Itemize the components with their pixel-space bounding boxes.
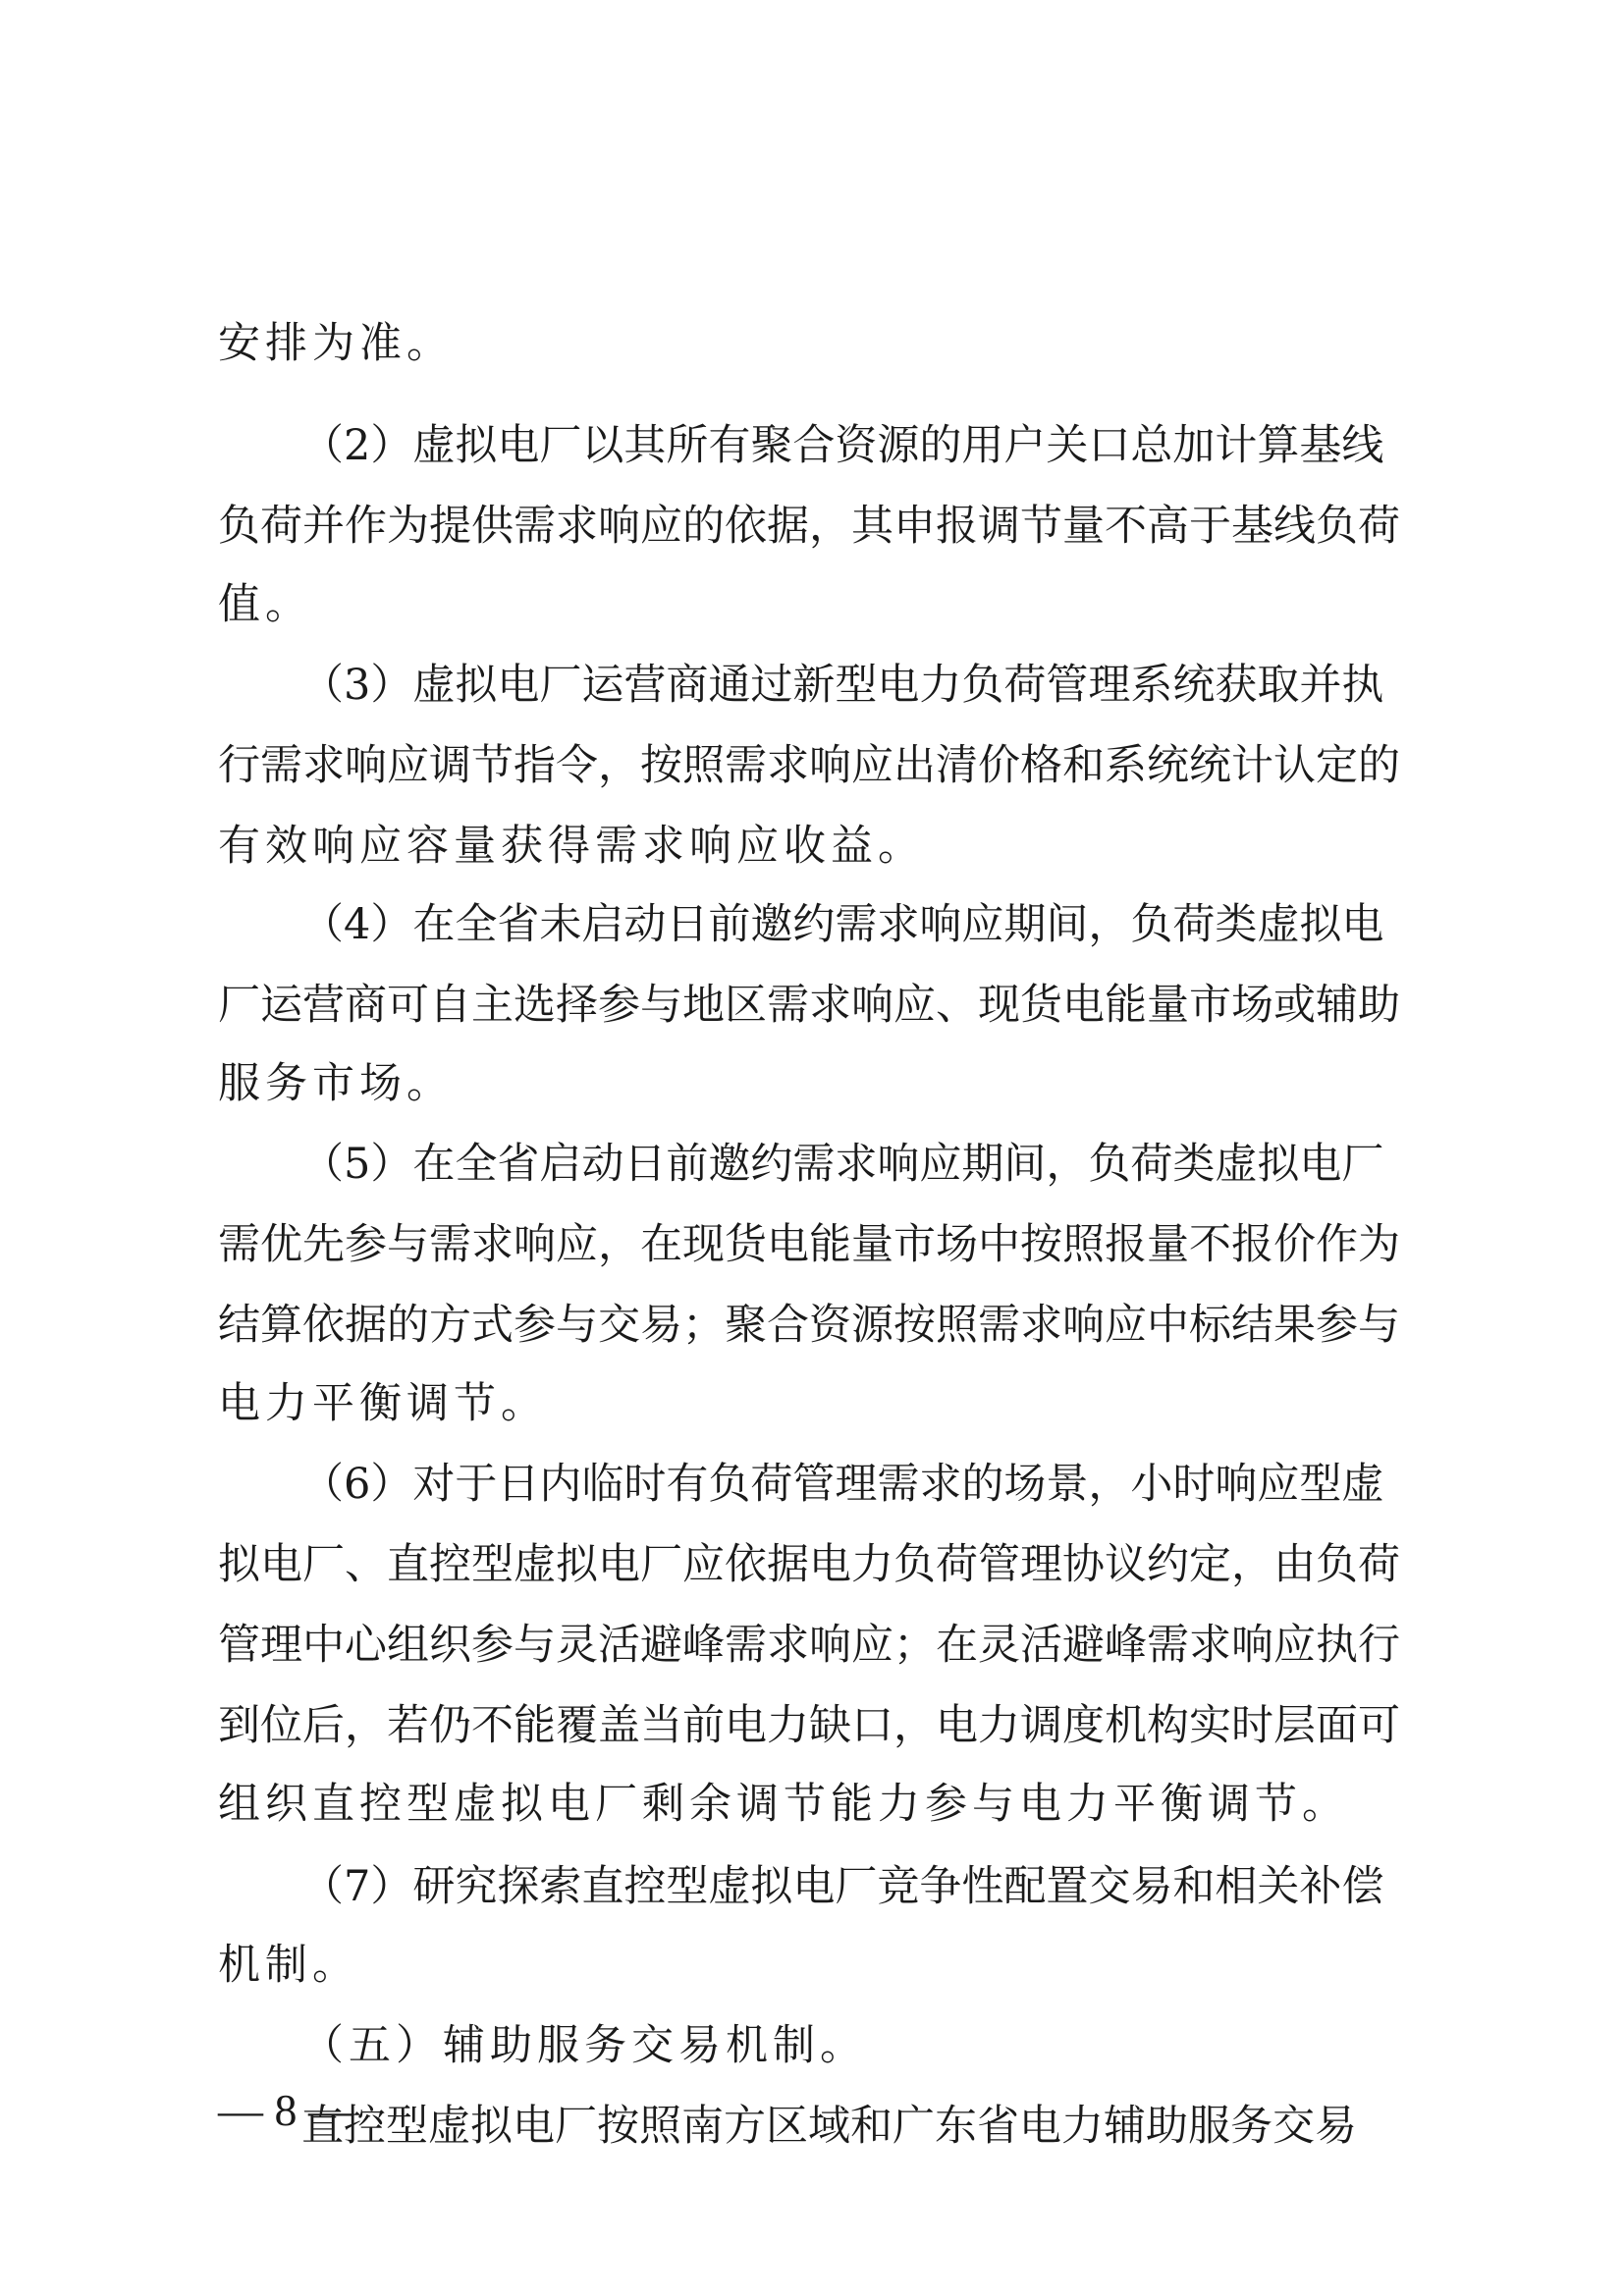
text-line: 管理中心组织参与灵活避峰需求响应；在灵活避峰需求响应执行 <box>218 1621 1400 1670</box>
text-line: 值。 <box>218 580 312 629</box>
text-line: （2）虚拟电厂以其所有聚合资源的用户关口总加计算基线 <box>301 421 1384 470</box>
text-line: 行需求响应调节指令，按照需求响应出清价格和系统统计认定的 <box>218 741 1400 790</box>
text-line: （3）虚拟电厂运营商通过新型电力负荷管理系统获取并执 <box>301 661 1384 710</box>
text-line: 需优先参与需求响应，在现货电能量市场中按照报量不报价作为 <box>218 1220 1400 1269</box>
text-line: 直控型虚拟电厂按照南方区域和广东省电力辅助服务交易 <box>301 2102 1357 2151</box>
text-line: 结算依据的方式参与交易；聚合资源按照需求响应中标结果参与 <box>218 1301 1400 1350</box>
text-line: 负荷并作为提供需求响应的依据，其申报调节量不高于基线负荷 <box>218 502 1400 551</box>
text-line: 拟电厂、直控型虚拟电厂应依据电力负荷管理协议约定，由负荷 <box>218 1540 1400 1589</box>
text-line: （5）在全省启动日前邀约需求响应期间，负荷类虚拟电厂 <box>301 1140 1384 1189</box>
text-line: （五）辅助服务交易机制。 <box>301 2021 867 2070</box>
text-line: 组织直控型虚拟电厂剩余调节能力参与电力平衡调节。 <box>218 1780 1349 1829</box>
text-line: 服务市场。 <box>218 1059 454 1108</box>
text-line: 到位后，若仍不能覆盖当前电力缺口，电力调度机构实时层面可 <box>218 1701 1400 1750</box>
page-number: — 8 — <box>218 2085 353 2135</box>
text-line: 安排为准。 <box>218 319 454 368</box>
text-line: 电力平衡调节。 <box>218 1379 548 1428</box>
text-line: 机制。 <box>218 1941 359 1990</box>
text-line: （4）在全省未启动日前邀约需求响应期间，负荷类虚拟电 <box>301 900 1384 949</box>
text-line: （6）对于日内临时有负荷管理需求的场景，小时响应型虚 <box>301 1460 1384 1509</box>
text-line: 厂运营商可自主选择参与地区需求响应、现货电能量市场或辅助 <box>218 981 1400 1030</box>
text-line: 有效响应容量获得需求响应收益。 <box>218 822 925 871</box>
text-line: （7）研究探索直控型虚拟电厂竞争性配置交易和相关补偿 <box>301 1862 1384 1911</box>
